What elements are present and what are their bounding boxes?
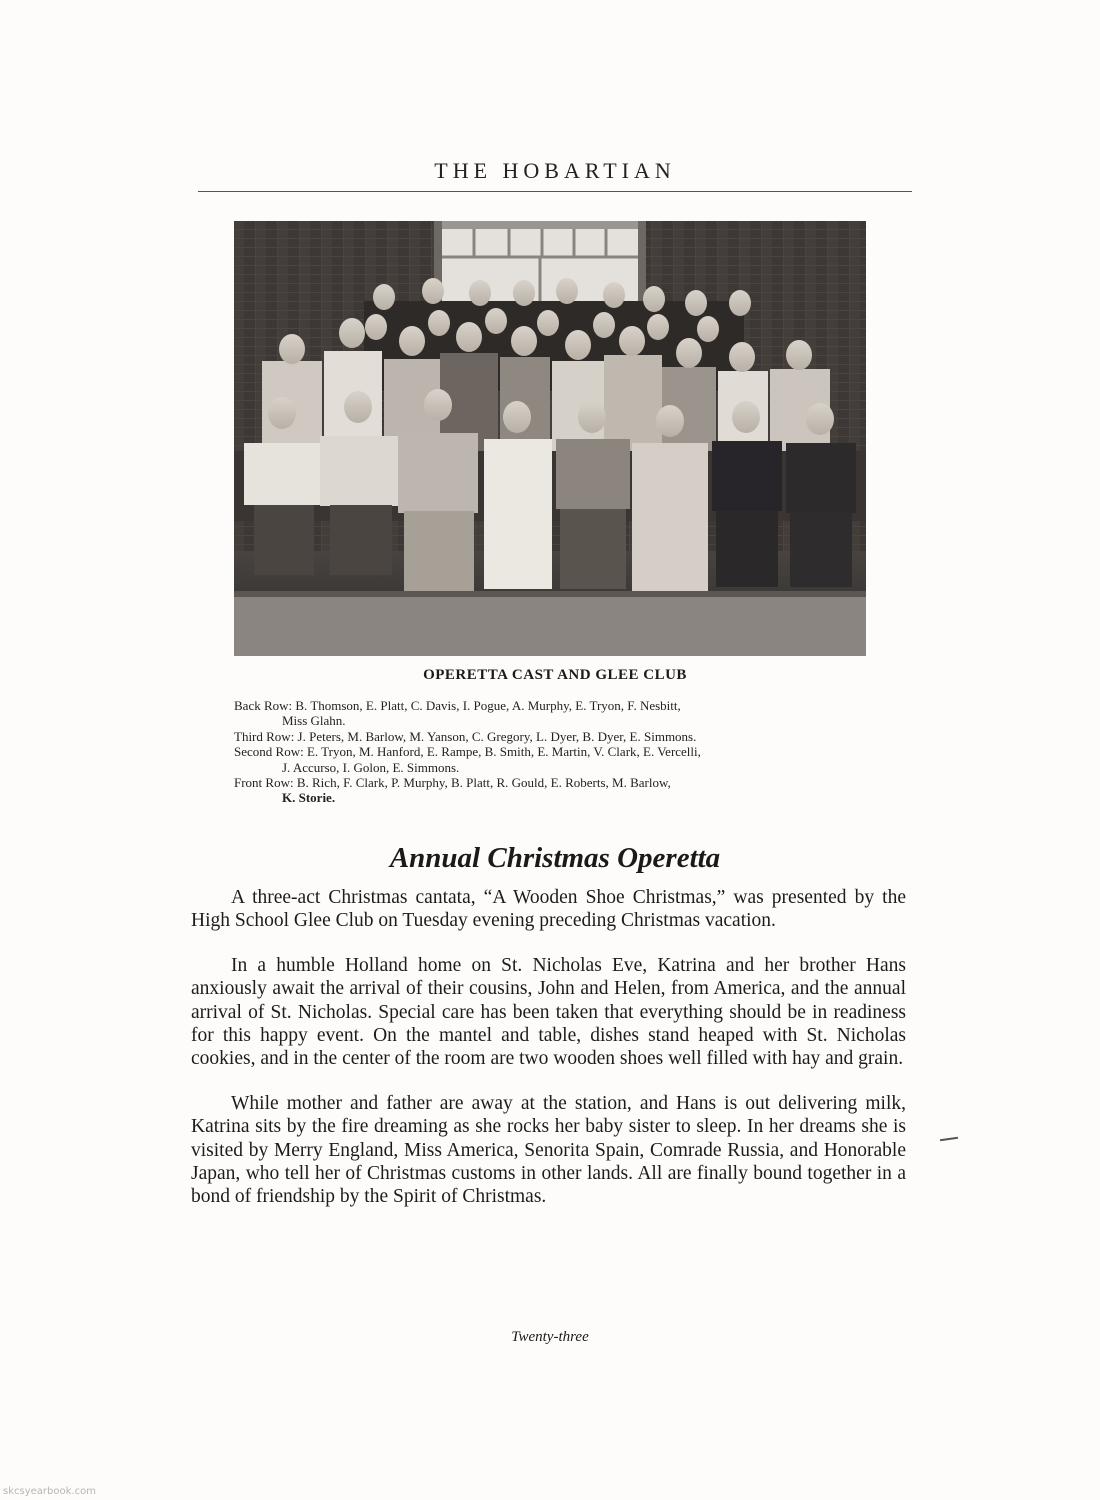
second-row-names: Second Row: E. Tryon, M. Hanford, E. Rampe, B. Smith, E. Martin, V. Clark, E. Vercelli, (234, 744, 701, 760)
watermark: skcsyearbook.com (3, 1486, 96, 1497)
back-row-names-cont: Miss Glahn. (282, 713, 346, 729)
paragraph: In a humble Holland home on St. Nicholas Eve, Katrina and her brother Hans anxiously await the arrival of their cousins, John and Helen, from America, and the annual arrival of St. Nicholas. Special care has been taken that everything should be in readiness for this happy event. On the mantel and table, dishes stand heaped with St. Nicholas cookies, and in the center of the room are two wooden shoes well filled with hay and grain. (191, 954, 906, 1070)
front-row-names: Front Row: B. Rich, F. Clark, P. Murphy, B. Platt, R. Gould, E. Roberts, M. Barlow, (234, 775, 671, 791)
second-row-names-cont: J. Accurso, I. Golon, E. Simmons. (282, 759, 460, 775)
back-row-names: Back Row: B. Thomson, E. Platt, C. Davis, I. Pogue, A. Murphy, E. Tryon, F. Nesbitt, (234, 698, 681, 713)
article-title: Annual Christmas Operetta (389, 842, 721, 874)
running-head: THE HOBARTIAN (434, 158, 676, 183)
photo-caption-title: OPERETTA CAST AND GLEE CLUB (423, 667, 687, 683)
page-number: Twenty-three (511, 1329, 589, 1345)
article-body (191, 886, 906, 1230)
photo-name-list (234, 698, 884, 806)
front-row-names-cont: K. Storie. (282, 790, 336, 806)
paragraph: While mother and father are away at the station, and Hans is out delivering milk, Katrina sits by the fire dreaming as she rocks her baby sister to sleep. In her dreams she is visited by Merry England, Miss America, Senorita Spain, Comrade Russia, and Honorable Japan, who tell her of Christmas customs in other lands. All are finally bound together in a bond of friendship by the Spirit of Christmas. (191, 1092, 906, 1208)
third-row-names: Third Row: J. Peters, M. Barlow, M. Yanson, C. Gregory, L. Dyer, B. Dyer, E. Simmons. (234, 728, 697, 744)
header-rule (198, 191, 912, 192)
group-photo (234, 221, 866, 656)
paragraph: A three-act Christmas cantata, “A Wooden Shoe Christmas,” was presented by the High School Glee Club on Tuesday evening preceding Christmas vacation. (191, 887, 906, 932)
margin-mark (940, 1137, 958, 1141)
